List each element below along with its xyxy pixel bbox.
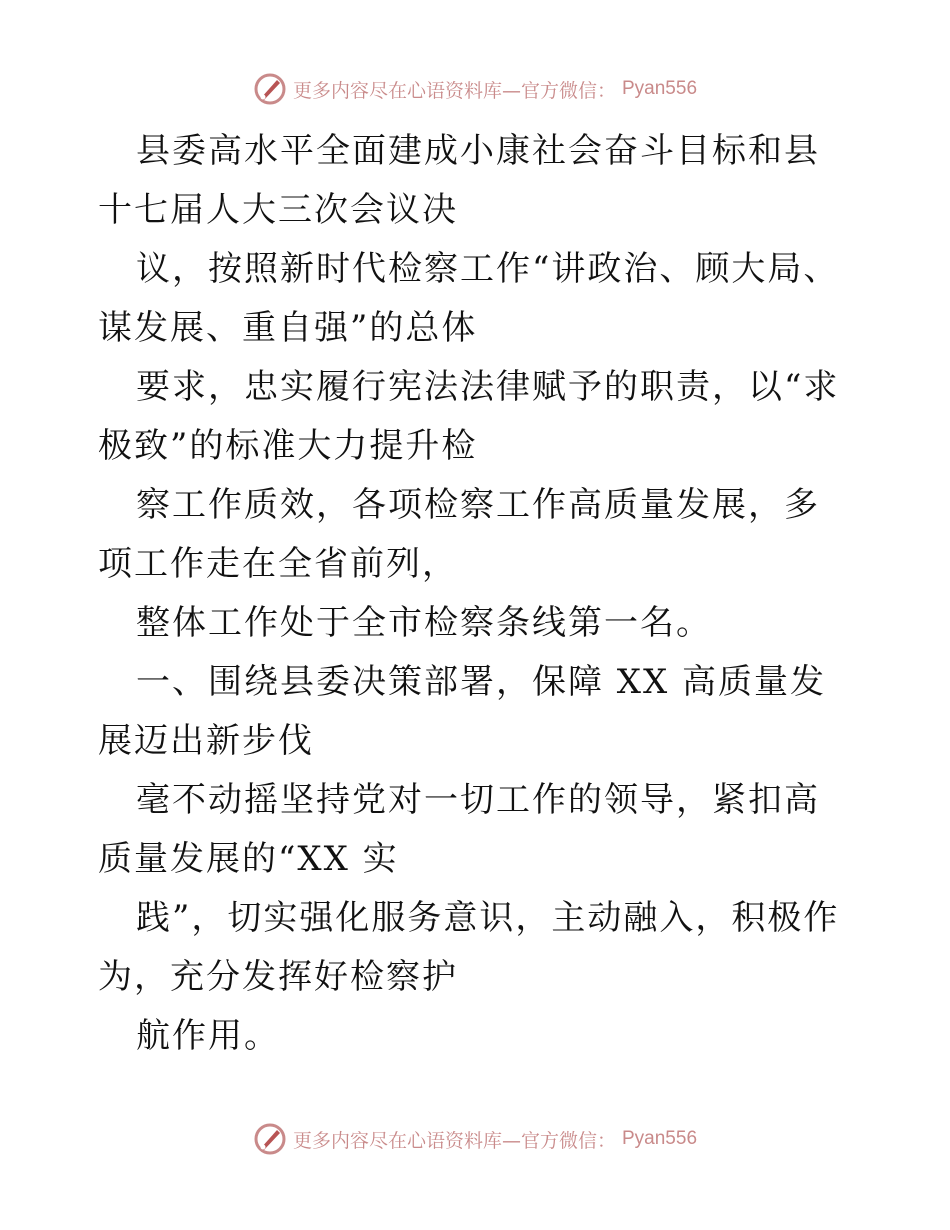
paragraph: 航作用。 bbox=[136, 1016, 280, 1056]
section-heading: 一、围绕县委决策部署，保障 XX 高质量发展迈出新步伐 bbox=[98, 662, 827, 761]
quill-logo-icon bbox=[253, 72, 287, 106]
paragraph: 毫不动摇坚持党对一切工作的领导，紧扣高质量发展的“XX 实 bbox=[98, 780, 820, 879]
document-body bbox=[98, 122, 853, 1066]
paragraph: 议，按照新时代检察工作“讲政治、顾大局、谋发展、重自强”的总体 bbox=[98, 249, 840, 348]
paragraph: 整体工作处于全市检察条线第一名。 bbox=[136, 603, 712, 643]
paragraph: 察工作质效，各项检察工作高质量发展，多项工作走在全省前列， bbox=[98, 485, 820, 584]
watermark-wechat-id: Pyan556 bbox=[622, 78, 698, 99]
watermark-text: 更多内容尽在心语资料库—官方微信： bbox=[292, 79, 616, 102]
watermark-text: 更多内容尽在心语资料库—官方微信： bbox=[292, 1129, 616, 1152]
quill-logo-icon bbox=[253, 1122, 287, 1156]
paragraph: 要求，忠实履行宪法法律赋予的职责，以“求极致”的标准大力提升检 bbox=[98, 367, 840, 466]
paragraph: 县委高水平全面建成小康社会奋斗目标和县十七届人大三次会议决 bbox=[98, 131, 820, 230]
watermark-wechat-id: Pyan556 bbox=[622, 1128, 698, 1149]
header-watermark bbox=[0, 72, 950, 106]
paragraph: 践”，切实强化服务意识，主动融入，积极作为，充分发挥好检察护 bbox=[98, 898, 840, 997]
footer-watermark bbox=[0, 1122, 950, 1156]
